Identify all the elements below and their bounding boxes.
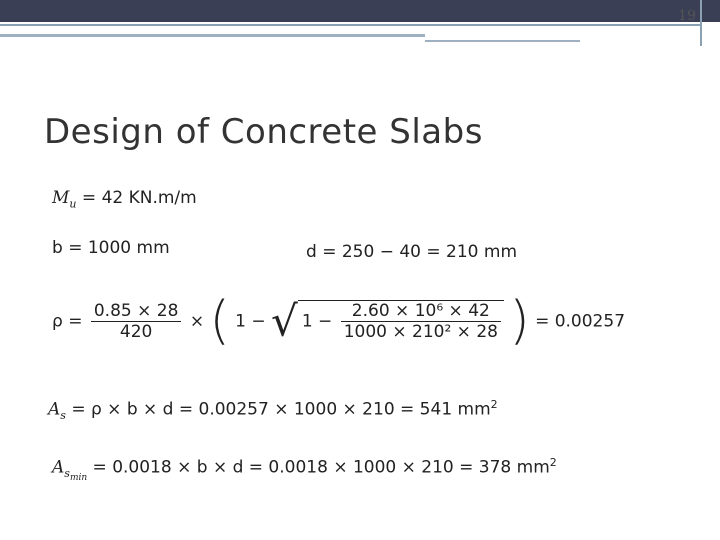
top-stripe-accent — [0, 34, 425, 37]
rho-fraction-1: $\frac{0.85 \times 28}{420}$ — [91, 301, 182, 342]
top-stripe-accent-right — [425, 40, 580, 42]
equation-rho: ρ = $\frac{0.85 \times 28}{420}$ × ( 1 − √ 1 − $\frac{\text{2.60 × 10⁶ × 42}}{\text{1000 × 210² × 28}}$ ) = 0.00257 — [52, 291, 626, 351]
equation-d: d = 250 − 40 = 210 mm — [306, 242, 517, 262]
rho-fraction-2: $\frac{\text{2.60 × 10⁶ × 42}}{\text{1000 × 210² × 28}}$ — [341, 301, 501, 342]
equation-b: b = 1000 mm — [52, 238, 170, 258]
top-bar — [0, 0, 720, 22]
slide-title: Design of Concrete Slabs — [44, 112, 483, 152]
page-number: 19 — [678, 8, 696, 24]
sqrt-content: 1 − $\frac{\text{2.60 × 10⁶ × 42}}{\text{1000 × 210² × 28}}$ — [298, 300, 504, 342]
top-stripe — [0, 24, 700, 26]
equation-asmin: $A_{s_{min}} = 0.0018 \times b \times d = 0.0018 \times 1000 \times 210 = 378$ $mm^2$ — [52, 456, 557, 484]
sqrt-icon: √ — [271, 296, 298, 346]
equation-mu: $M_u = 42$ KN.m/m — [52, 188, 197, 211]
equation-as: $A_s = \rho \times b \times d = 0.00257 \times 1000 \times 210 = 541$ $mm^2$ — [48, 398, 498, 423]
right-rule — [700, 0, 702, 46]
